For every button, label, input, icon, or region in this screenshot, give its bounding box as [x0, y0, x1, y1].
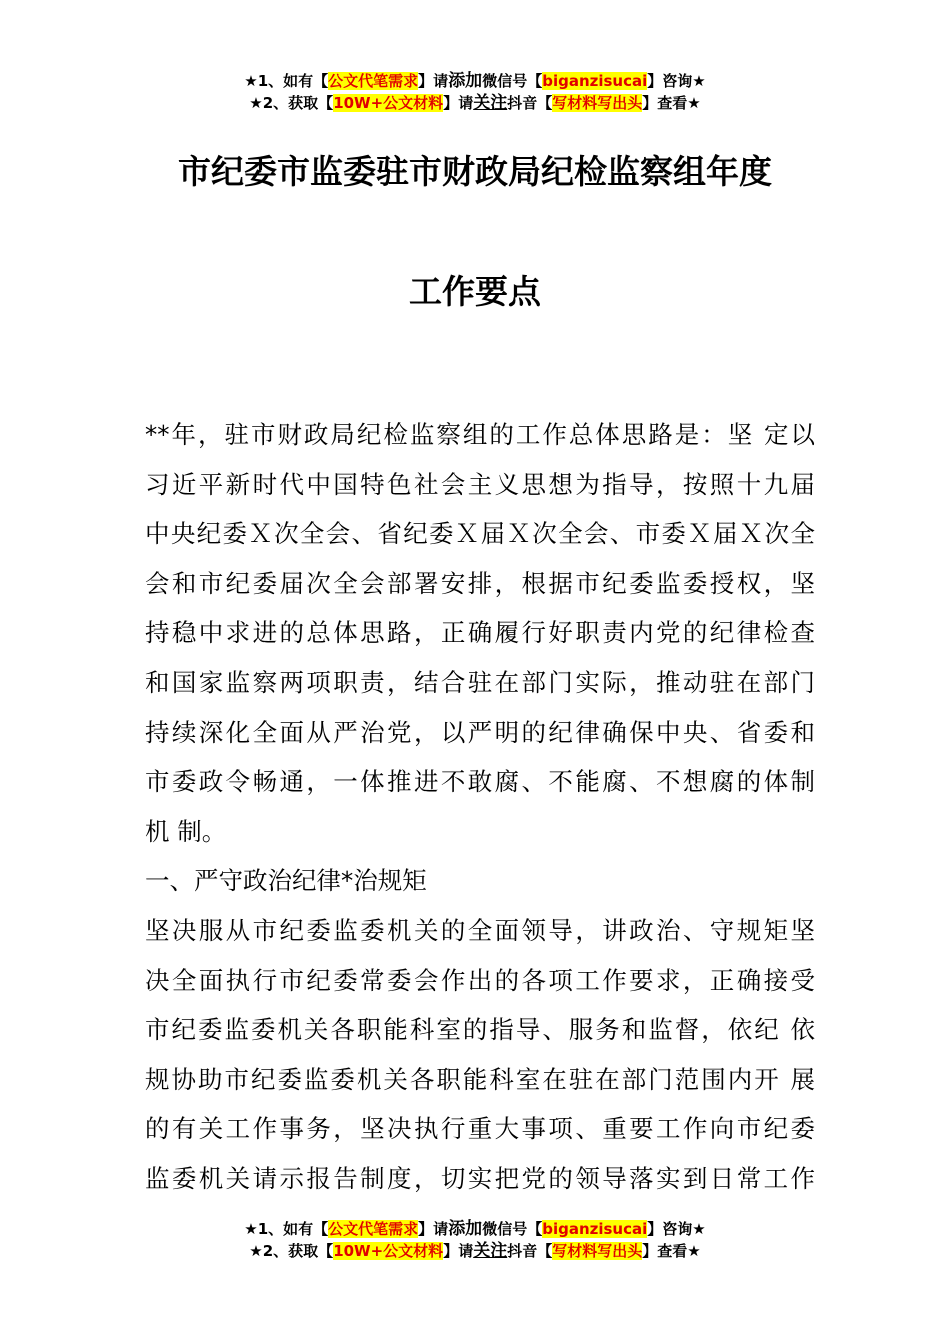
body-line: **年，驻市财政局纪检监察组的工作总体思路是：坚 定以	[145, 420, 815, 449]
body-line: 坚决服从市纪委监委机关的全面领导，讲政治、守规矩坚	[145, 915, 815, 945]
promo-line-2	[0, 92, 950, 114]
promo-text: 微信号【	[482, 1220, 543, 1238]
promo-header	[0, 70, 950, 114]
promo-highlight: biganzisucai	[542, 1220, 648, 1238]
promo-line-2	[0, 1240, 950, 1262]
promo-text: ★2、获取【	[249, 1242, 334, 1260]
promo-emphasis: 关注	[473, 1241, 508, 1261]
promo-highlight: 写材料写出头	[552, 94, 643, 112]
body-line: 市委政令畅通，一体推进不敢腐、不能腐、不想腐的体制	[145, 767, 815, 797]
promo-highlight: 公文代笔需求	[328, 72, 419, 90]
body-line: 决全面执行市纪委常委会作出的各项工作要求，正确接受	[145, 965, 815, 995]
document-body	[145, 410, 815, 1204]
promo-text: ★1、如有【	[244, 72, 329, 90]
body-line: 的有关工作事务，坚决执行重大事项、重要工作向市纪委	[145, 1114, 815, 1144]
body-line: 习近平新时代中国特色社会主义思想为指导，按照十九届	[145, 469, 815, 499]
promo-text: ★2、获取【	[249, 94, 334, 112]
document-title-line-2: 工作要点	[409, 272, 541, 311]
promo-emphasis: 添加	[448, 1219, 483, 1239]
promo-footer	[0, 1218, 950, 1262]
promo-highlight: 10W+公文材料	[333, 94, 444, 112]
promo-emphasis: 关注	[473, 93, 508, 113]
promo-text: 】查看★	[642, 94, 701, 112]
promo-line-1	[0, 1218, 950, 1240]
promo-text: 】请	[443, 94, 474, 112]
document-title-line-1: 市纪委市监委驻市财政局纪检监察组年度	[178, 152, 772, 191]
promo-text: ★1、如有【	[244, 1220, 329, 1238]
promo-text: 抖音【	[507, 94, 553, 112]
promo-text: 】请	[418, 1220, 449, 1238]
promo-text: 】请	[418, 72, 449, 90]
body-line: 中央纪委Ｘ次全会、省纪委Ｘ届Ｘ次全会、市委Ｘ届Ｘ次全	[145, 519, 815, 549]
promo-text: 】请	[443, 1242, 474, 1260]
promo-text: 】查看★	[642, 1242, 701, 1260]
promo-text: 微信号【	[482, 72, 543, 90]
body-line: 持稳中求进的总体思路，正确履行好职责内党的纪律检查	[145, 618, 815, 648]
body-line: 会和市纪委届次全会部署安排，根据市纪委监委授权，坚	[145, 568, 815, 598]
promo-text: 】咨询★	[647, 72, 706, 90]
body-line: 市纪委监委机关各职能科室的指导、服务和监督，依纪 依	[145, 1015, 815, 1045]
promo-text: 】咨询★	[647, 1220, 706, 1238]
promo-highlight: 10W+公文材料	[333, 1242, 444, 1260]
section-heading: 一、严守政治纪律*治规矩	[145, 866, 427, 896]
promo-highlight: 写材料写出头	[552, 1242, 643, 1260]
promo-highlight: biganzisucai	[542, 72, 648, 90]
body-line: 和国家监察两项职责，结合驻在部门实际，推动驻在部门	[145, 667, 815, 697]
body-line: 监委机关请示报告制度，切实把党的领导落实到日常工作	[145, 1163, 815, 1193]
promo-highlight: 公文代笔需求	[328, 1220, 419, 1238]
promo-emphasis: 添加	[448, 71, 483, 91]
body-line: 规协助市纪委监委机关各职能科室在驻在部门范围内开 展	[145, 1064, 815, 1094]
promo-line-1	[0, 70, 950, 92]
body-line: 机 制。	[145, 816, 227, 846]
body-line: 持续深化全面从严治党，以严明的纪律确保中央、省委和	[145, 717, 815, 747]
promo-text: 抖音【	[507, 1242, 553, 1260]
